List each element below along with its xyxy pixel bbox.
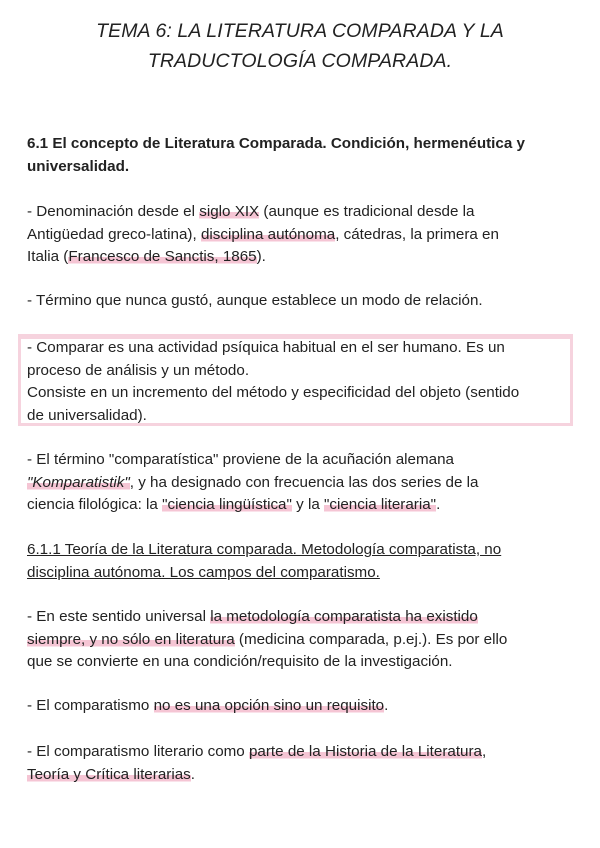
paragraph-denominacion: - Denominación desde el siglo XIX (aunque es tradicional desde la Antigüedad greco-latina), disciplina autónoma, cátedras, la primera en Italia (Francesco de Sanctis, 1865). (27, 203, 499, 265)
highlight: "ciencia lingüística" (162, 496, 292, 513)
subsection-heading: 6.1.1 Teoría de la Literatura comparada. Metodología comparatista, no disciplina autónoma. Los campos del comparatismo. (27, 541, 502, 581)
highlight: Teoría y Crítica literarias (27, 765, 191, 783)
title-line-2: TRADUCTOLOGÍA COMPARADA. (147, 50, 453, 72)
highlight: "ciencia literaria" (323, 496, 437, 513)
paragraph-metodologia: - En este sentido universal la metodología comparatista ha existido siempre, y no sólo en literatura (medicina comparada, p.ej.). Es por ello que se convierte en una condición/requisito de la investigación. (27, 608, 508, 670)
highlight: la metodología comparatista ha existido (210, 608, 478, 625)
highlight: parte de la Historia de la Literatura (248, 743, 482, 760)
highlight: "Komparatistik" (27, 473, 130, 491)
highlight: siglo XIX (199, 203, 260, 220)
paragraph-comparatistica: - El término "comparatística" proviene de la acuñación alemana "Komparatistik", y ha designado con frecuencia las dos series de la ciencia filológica: la "ciencia lingüística" y la "ciencia literaria". (27, 451, 479, 513)
title-line-1: TEMA 6: LA LITERATURA COMPARADA Y LA (96, 20, 504, 42)
page-title (0, 16, 600, 76)
highlight: siempre, y no sólo en literatura (27, 630, 235, 648)
section-heading: 6.1 El concepto de Literatura Comparada. Condición, hermenéutica y universalidad. (27, 135, 525, 175)
paragraph-termino: - Término que nunca gustó, aunque establece un modo de relación. (27, 292, 483, 309)
highlight: no es una opción sino un requisito (153, 697, 385, 714)
highlight: disciplina autónoma (200, 225, 336, 243)
paragraph-comparatismo-literario: - El comparatismo literario como parte de la Historia de la Literatura, Teoría y Crítica literarias. (27, 743, 487, 783)
paragraph-comparar: - Comparar es una actividad psíquica habitual en el ser humano. Es un proceso de análisis y un método. Consiste en un incremento del método y especificidad del objeto (sentido de universalidad). (27, 339, 520, 424)
highlight: Francesco de Sanctis, 1865 (68, 248, 257, 265)
paragraph-requisito: - El comparatismo no es una opción sino un requisito. (27, 697, 389, 714)
